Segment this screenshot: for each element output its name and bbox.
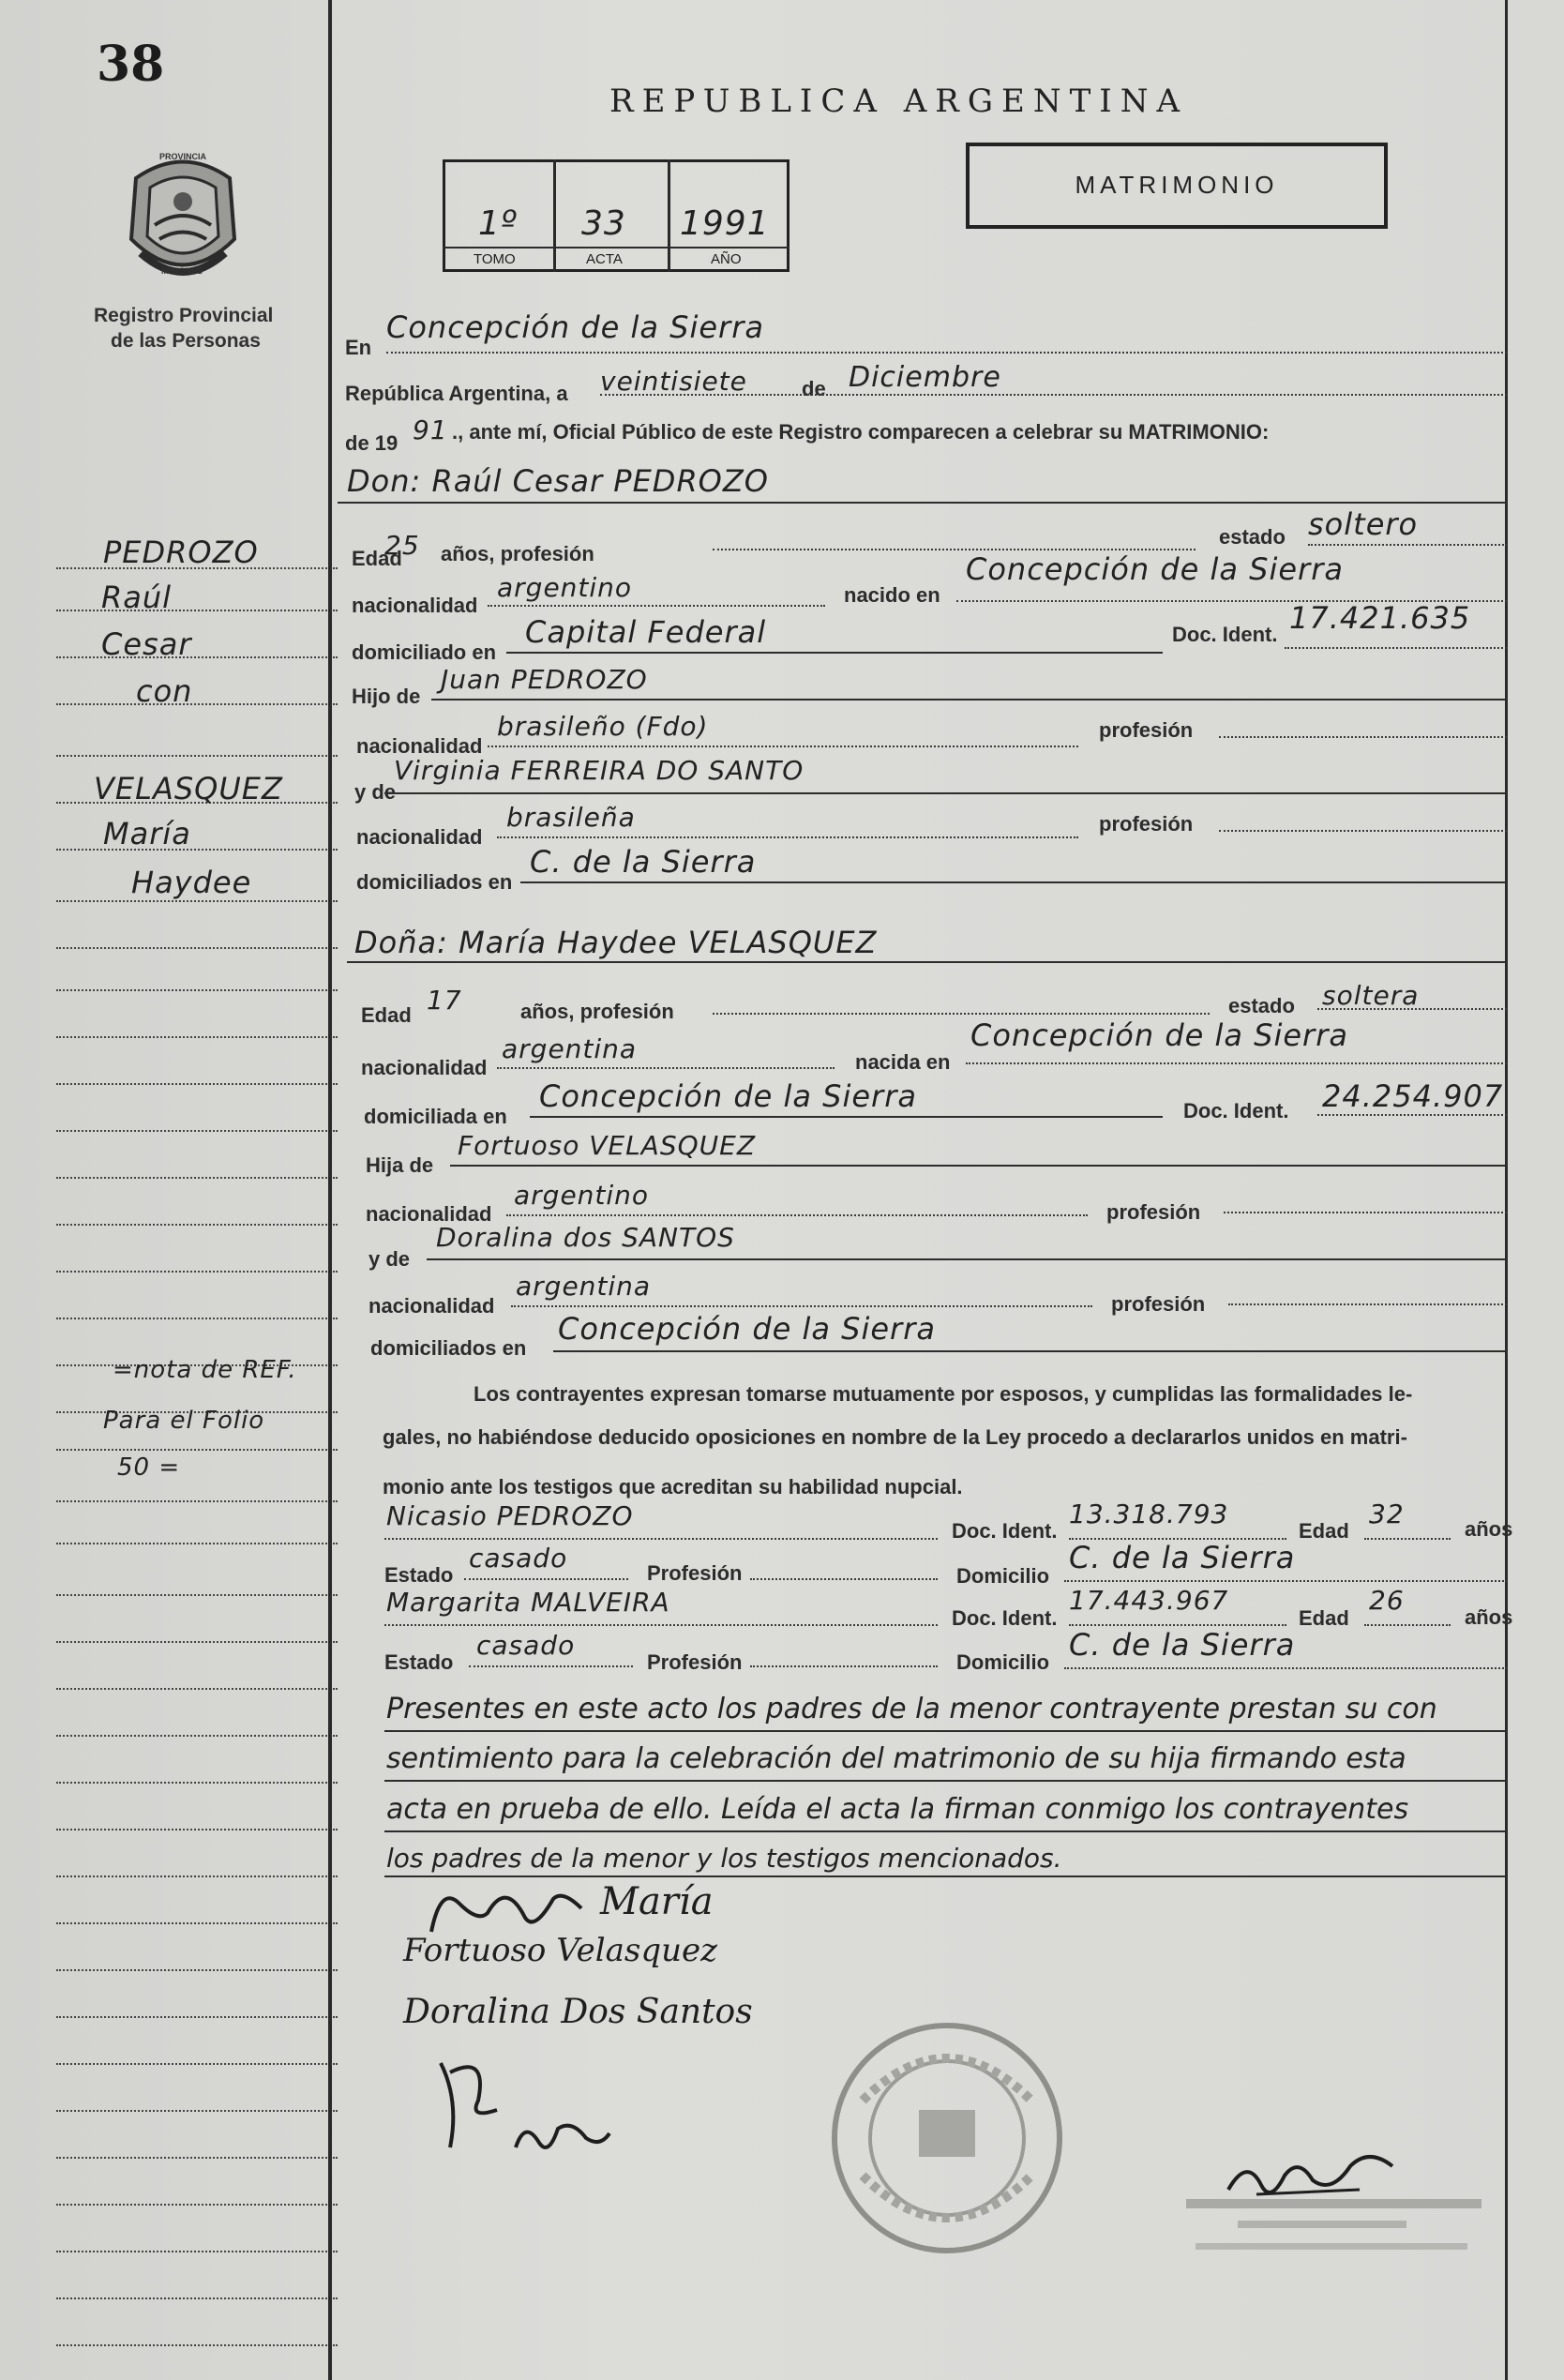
witness2-name-line (384, 1624, 938, 1626)
de19-label: de 19 (345, 431, 399, 455)
volume-box-divider (553, 159, 556, 272)
tomo-label: TOMO (474, 251, 516, 267)
groom-father: Juan PEDROZO (441, 664, 648, 695)
margin-line (56, 1641, 338, 1643)
groom-mnac: brasileña (506, 802, 636, 833)
de-label: de (802, 377, 826, 400)
groom-edad: 25 (384, 530, 420, 561)
bride-hija-label: Hija de (366, 1153, 434, 1177)
witness1-name-line (384, 1538, 938, 1540)
note-line3-rule (384, 1830, 1507, 1832)
official-stamp-icon (825, 2016, 1069, 2260)
date-line (600, 394, 1507, 396)
officer-stamp-line (1238, 2221, 1406, 2228)
groom-nacido-label: nacido en (844, 583, 940, 607)
en-label: En (345, 336, 372, 359)
margin-line (56, 2204, 338, 2206)
signature-doralina: Doralina Dos Santos (403, 1993, 753, 2031)
witness2-name: Margarita MALVEIRA (386, 1587, 670, 1618)
bride-estado-line (1317, 1008, 1507, 1010)
margin-surname1: PEDROZO (103, 535, 259, 570)
witness1-prof-label: Profesión (647, 1561, 743, 1585)
margin-note-folio: Para el Folio (103, 1407, 265, 1435)
bride-mnac: argentina (516, 1271, 652, 1302)
margin-line (56, 610, 338, 611)
margin-line (56, 755, 338, 757)
witness1-edad-label: Edad (1299, 1519, 1349, 1543)
margin-line (56, 1735, 338, 1737)
bride-doc: 24.254.907 (1322, 1078, 1504, 1114)
groom-estado-line (1308, 544, 1507, 546)
witness1-doc-label: Doc. Ident. (952, 1519, 1058, 1543)
bride-pdom-label: domiciliados en (370, 1336, 527, 1360)
witness1-anos: años (1465, 1517, 1513, 1541)
bride-mprof-line (1228, 1303, 1507, 1305)
registry-line2: de las Personas (111, 330, 261, 352)
declaration-line1: Los contrayentes expresan tomarse mutuamente por esposos, y cumplidas las formalidades le- (474, 1382, 1413, 1406)
right-border (1505, 0, 1508, 2380)
note-line3: acta en prueba de ello. Leída el acta la firman conmigo los contrayentes (386, 1793, 1409, 1826)
bride-mnac-label: nacionalidad (368, 1294, 495, 1318)
witness1-estado-line (464, 1578, 628, 1580)
margin-line (56, 900, 338, 902)
witness2-prof-line (750, 1665, 938, 1667)
witness1-name: Nicasio PEDROZO (386, 1500, 634, 1531)
margin-given2a: María (103, 816, 191, 851)
groom-pdom: C. de la Sierra (530, 844, 757, 880)
margin-line (56, 1449, 338, 1451)
witness1-prof-line (750, 1578, 938, 1580)
bride-nac-label: nacionalidad (361, 1056, 488, 1079)
volume-box-rule (443, 247, 790, 249)
signature-scribble-icon (422, 2044, 647, 2166)
margin-line (56, 1922, 338, 1924)
margin-line (56, 2157, 338, 2159)
margin-line (56, 1969, 338, 1971)
witness1-dom-label: Domicilio (956, 1564, 1050, 1588)
margin-given2b: Haydee (131, 865, 252, 900)
margin-note-50: 50 = (117, 1454, 181, 1482)
ano-label: AÑO (711, 251, 742, 267)
registry-line1: Registro Provincial (94, 305, 274, 326)
acta-value: 33 (581, 204, 626, 243)
groom-estado-label: estado (1219, 525, 1286, 549)
bride-nacida: Concepción de la Sierra (970, 1017, 1348, 1053)
groom-fnac-label: nacionalidad (356, 734, 483, 758)
groom-nac-label: nacionalidad (352, 594, 478, 617)
groom-name-line (338, 502, 1507, 504)
groom-nac: argentino (497, 572, 633, 603)
witness1-dom: C. de la Sierra (1069, 1540, 1296, 1575)
margin-line (56, 1782, 338, 1784)
bride-mprof-label: profesión (1111, 1292, 1206, 1316)
margin-line (56, 947, 338, 949)
groom-fprof-line (1219, 736, 1507, 738)
groom-mnac-line (497, 836, 1078, 838)
margin-line (56, 1829, 338, 1830)
declaration-line2: gales, no habiéndose deducido oposiciones en nombre de la Ley procedo a declararlos unidos en matri- (383, 1425, 1407, 1449)
bride-name-line (347, 961, 1507, 963)
margin-line (56, 1271, 338, 1273)
bride-pdom: Concepción de la Sierra (558, 1311, 936, 1347)
margin-line (56, 2063, 338, 2065)
groom-estado: soltero (1308, 506, 1419, 542)
margin-line (56, 1177, 338, 1179)
margin-line (56, 2251, 338, 2252)
margin-given1a: Raúl (101, 580, 173, 615)
bride-yde-label: y de (368, 1247, 411, 1271)
country-title: REPUBLICA ARGENTINA (609, 83, 1189, 120)
groom-doc-line (1285, 647, 1507, 649)
bride-dom-line (530, 1116, 1163, 1118)
month: Diciembre (849, 361, 1001, 394)
acta-label: ACTA (586, 251, 623, 267)
note-line2: sentimiento para la celebración del matrimonio de su hija firmando esta (386, 1742, 1406, 1775)
margin-line (56, 989, 338, 991)
witness2-edad-line (1364, 1624, 1451, 1626)
bride-pdom-line (553, 1350, 1507, 1352)
groom-prof-line (713, 549, 1196, 550)
officer-stamp-line (1186, 2199, 1481, 2208)
witness1-edad: 32 (1369, 1499, 1405, 1529)
bride-nacida-line (966, 1062, 1507, 1064)
note-line1-rule (384, 1730, 1507, 1732)
note-line4: los padres de la menor y los testigos mencionados. (386, 1843, 1062, 1874)
margin-line (56, 1083, 338, 1085)
bride-name: Doña: María Haydee VELASQUEZ (354, 925, 878, 960)
groom-doc: 17.421.635 (1289, 600, 1471, 636)
margin-line (56, 1500, 338, 1502)
place-line (386, 352, 1507, 354)
bride-fprof-line (1224, 1212, 1507, 1213)
seal-bottom-text: MISIONES (161, 266, 203, 276)
witness2-estado: casado (476, 1630, 576, 1661)
margin-line (56, 2297, 338, 2299)
bride-father-line (450, 1165, 1507, 1167)
page-number: 38 (97, 36, 165, 93)
bride-fnac-label: nacionalidad (366, 1202, 492, 1226)
groom-yde-label: y de (354, 780, 397, 804)
bride-mother-line (427, 1258, 1507, 1260)
margin-line (56, 2110, 338, 2112)
witness1-estado: casado (469, 1543, 568, 1574)
groom-nacido: Concepción de la Sierra (966, 551, 1344, 587)
groom-fnac-line (488, 746, 1078, 747)
groom-mother: Virginia FERREIRA DO SANTO (394, 755, 805, 786)
groom-father-line (431, 699, 1507, 700)
groom-fprof-label: profesión (1099, 718, 1194, 742)
groom-mother-line (384, 792, 1507, 794)
groom-mnac-label: nacionalidad (356, 825, 483, 849)
margin-line (56, 1318, 338, 1319)
witness2-estado-line (469, 1665, 633, 1667)
margin-line (56, 703, 338, 705)
bride-fprof-label: profesión (1106, 1200, 1201, 1224)
groom-anos-prof: años, profesión (441, 542, 594, 565)
bride-doc-label: Doc. Ident. (1183, 1099, 1289, 1122)
margin-line (56, 1224, 338, 1226)
witness2-dom-label: Domicilio (956, 1650, 1050, 1674)
groom-mprof-label: profesión (1099, 812, 1194, 836)
bride-edad: 17 (427, 985, 462, 1016)
margin-con: con (136, 673, 193, 709)
bride-prof-line (713, 1013, 1210, 1015)
bride-nac-line (497, 1067, 835, 1069)
margin-line (56, 1875, 338, 1877)
note-line1: Presentes en este acto los padres de la menor contrayente prestan su con (386, 1693, 1437, 1725)
margin-line (56, 1688, 338, 1690)
year: 91 (413, 414, 448, 445)
witness2-edad: 26 (1369, 1585, 1405, 1616)
groom-dom: Capital Federal (525, 614, 767, 650)
witness1-estado-label: Estado (384, 1563, 454, 1587)
bride-fnac: argentino (514, 1180, 650, 1211)
groom-doc-label: Doc. Ident. (1172, 623, 1278, 646)
margin-line (56, 1036, 338, 1038)
seal-top-text: PROVINCIA (159, 152, 207, 161)
groom-nac-line (488, 605, 825, 607)
bride-father: Fortuoso VELASQUEZ (458, 1130, 757, 1161)
groom-name: Don: Raúl Cesar PEDROZO (347, 463, 769, 499)
margin-given1b: Cesar (101, 626, 192, 662)
bride-nacida-label: nacida en (855, 1050, 951, 1074)
groom-pdom-line (520, 881, 1507, 883)
margin-line (56, 849, 338, 851)
ano-value: 1991 (680, 204, 770, 243)
witness2-doc-label: Doc. Ident. (952, 1606, 1058, 1630)
witness2-doc: 17.443.967 (1069, 1585, 1229, 1616)
bride-fnac-line (506, 1214, 1088, 1216)
note-line2-rule (384, 1780, 1507, 1782)
witness2-prof-label: Profesión (647, 1650, 743, 1674)
declaration-line3: monio ante los testigos que acreditan su habilidad nupcial. (383, 1475, 963, 1499)
volume-box-divider (668, 159, 670, 272)
margin-note-ref: =nota de REF. (113, 1356, 297, 1384)
bride-estado-label: estado (1228, 994, 1295, 1017)
tomo-value: 1º (478, 204, 518, 243)
bride-edad-label: Edad (361, 1003, 412, 1027)
appear-text: ., ante mí, Oficial Público de este Registro comparecen a celebrar su MATRIMONIO: (452, 420, 1270, 444)
margin-line (56, 1130, 338, 1132)
column-divider (328, 0, 332, 2380)
groom-dom-line (506, 652, 1163, 654)
witness2-edad-label: Edad (1299, 1606, 1349, 1630)
witness1-edad-line (1364, 1538, 1451, 1540)
margin-line (56, 1543, 338, 1544)
bride-doc-line (1317, 1114, 1507, 1116)
day: veintisiete (600, 366, 747, 397)
officer-stamp-line (1196, 2243, 1467, 2250)
witness2-anos: años (1465, 1605, 1513, 1629)
signature-fortuoso: Fortuoso Velasquez (403, 1932, 718, 1969)
witness1-doc: 13.318.793 (1069, 1499, 1229, 1529)
witness2-dom-line (1064, 1667, 1507, 1669)
witness2-dom: C. de la Sierra (1069, 1627, 1296, 1663)
signature-maria: María (600, 1880, 714, 1923)
witness1-dom-line (1064, 1580, 1507, 1582)
groom-pdom-label: domiciliados en (356, 870, 513, 894)
bride-estado: soltera (1322, 980, 1420, 1011)
margin-line (56, 1594, 338, 1596)
bride-dom: Concepción de la Sierra (539, 1078, 917, 1114)
groom-edad-label: Edad (352, 547, 402, 570)
margin-line (56, 2016, 338, 2018)
place: Concepción de la Sierra (386, 309, 764, 345)
margin-line (56, 2344, 338, 2346)
margin-line (56, 656, 338, 658)
bride-nac: argentina (502, 1033, 638, 1064)
bride-dom-label: domiciliada en (364, 1105, 507, 1128)
republica-label: República Argentina, a (345, 382, 568, 405)
witness2-estado-label: Estado (384, 1650, 454, 1674)
groom-mprof-line (1219, 830, 1507, 832)
bride-anos-prof: años, profesión (520, 1000, 674, 1023)
groom-hijo-label: Hijo de (352, 685, 421, 708)
witness2-doc-line (1069, 1624, 1286, 1626)
groom-dom-label: domiciliado en (352, 640, 497, 664)
margin-surname2: VELASQUEZ (94, 771, 283, 806)
groom-fnac: brasileño (Fdo) (497, 711, 709, 742)
record-type: MATRIMONIO (1075, 171, 1279, 199)
bride-mnac-line (511, 1305, 1092, 1307)
bride-mother: Doralina dos SANTOS (436, 1222, 735, 1253)
